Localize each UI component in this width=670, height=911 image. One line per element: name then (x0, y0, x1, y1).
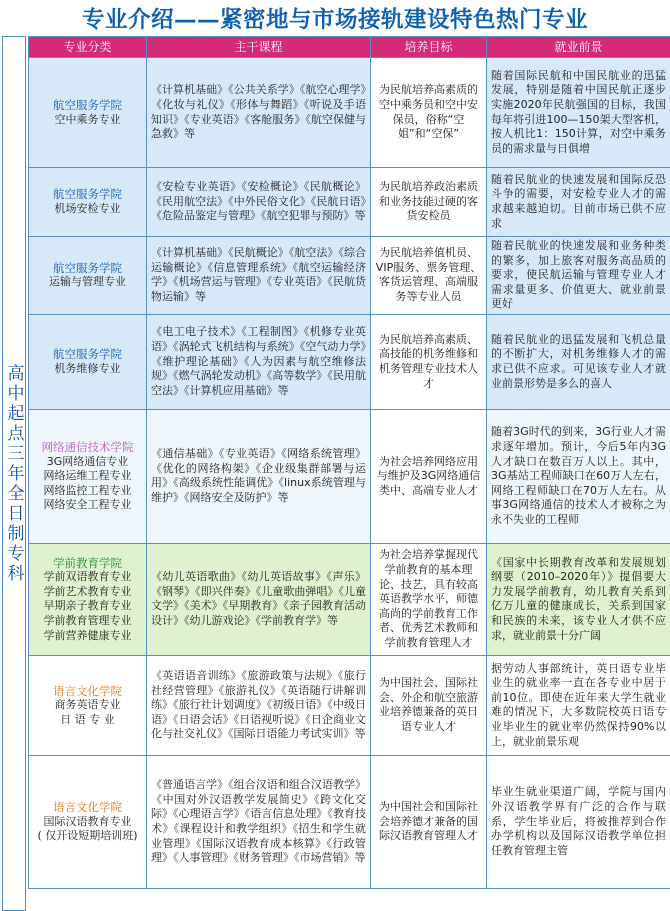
table-row (29, 543, 670, 655)
table-header-row (29, 37, 670, 58)
prospect-cell: 随着民航业的快速发展和国际反恐斗争的需要，对安检专业人才的需求越来越迫切。目前市场已供不应求 (487, 168, 670, 237)
major-name: 学前艺术教育专业 (43, 584, 132, 598)
major-name: 学前双语教育专业 (43, 570, 132, 584)
school-name: 语言文化学院 (53, 683, 122, 698)
courses-cell: 《普通语言学》《组合汉语和组合汉语教学》《中国对外汉语教学发展简史》《跨文化交际》《心理语言学》《语言信息处理》《教育技术》《课程设计和教学组织》《招生和学生就业管理》《国际汉语教育成本核算》《行政管理》《人事管理》《财务管理》《市场营销》等 (147, 755, 371, 888)
category-cell (29, 755, 147, 888)
header-courses: 主干课程 (147, 37, 371, 58)
major-name: 网络监控工程专业 (43, 483, 132, 497)
table-row (29, 655, 670, 755)
category-cell (29, 168, 147, 237)
category-cell (29, 237, 147, 315)
courses-cell: 《幼儿英语歌曲》《幼儿英语故事》《声乐》《钢琴》《即兴伴奏》《儿童歌曲弹唱》《儿童文学》《美术》《早期教育》《亲子园教育活动设计》《幼儿游戏论》《学前教育学》等 (147, 543, 371, 655)
table-row (29, 168, 670, 237)
courses-cell: 《通信基础》《专业英语》《网络系统管理》《优化的网络构架》《企业级集群部署与运用》《高级系统性能调优》《linux系统管理与维护》《网络安全及防护》等 (147, 409, 371, 543)
category-cell (29, 655, 147, 755)
table-row (29, 409, 670, 543)
prospect-cell: 《国家中长期教育改革和发展规划纲要（2010–2020年）》提倡要大力发展学前教育，幼儿教育关系到亿万儿童的健康成长，关系到国家和民族的未来，该专业人才供不应求，就业前景十分广阔 (487, 543, 670, 655)
courses-cell: 《电工电子技术》《工程制图》《机修专业英语》《涡轮式飞机结构与系统》《空气动力学》《维护理论基础》《人为因素与航空维修法规》《燃气涡轮发动机》《高等数学》《民用航空法》《计算机应用基础》等 (147, 314, 371, 409)
school-name: 航空服务学院 (53, 187, 122, 202)
major-name: 机场安检专业 (54, 202, 121, 215)
major-name: 运输与管理专业 (49, 275, 126, 289)
major-name: 学前教育管理专业 (43, 614, 132, 628)
prospect-cell: 随着民航业的迅猛发展和飞机总量的不断扩大，对机务维修人才的需求已供不应求。可见该专业人才就业前景形势是多么的喜人 (487, 314, 670, 409)
major-name: 国际汉语教育专业 (43, 814, 132, 828)
courses-cell: 《英语语音训练》《旅游政策与法规》《旅行社经营管理》《旅游礼仪》《英语随行讲解训练》《旅行社计划调度》《初级日语》《中级日语》《日语会话》《日语视听说》《日企商业文化与社交礼仪》《国际日语能力考试实训》等 (147, 655, 371, 755)
program-table (28, 36, 670, 889)
school-name: 航空服务学院 (53, 97, 122, 112)
goal-cell: 为中国社会、国际社会、外企和航空旅游业培养德兼备的英日语专业人才 (371, 655, 487, 755)
category-cell (29, 409, 147, 543)
courses-cell: 《安检专业英语》《安检概论》《民航概论》《民用航空法》《中外民俗文化》《民航日语》《危险品鉴定与管理》《航空犯罪与预防》等 (147, 168, 371, 237)
school-name: 语言文化学院 (53, 800, 122, 815)
school-name: 学前教育学院 (53, 555, 122, 570)
side-label: 高中起点三年全日制专科 (3, 363, 24, 584)
school-name: 网络通信技术学院 (41, 439, 134, 454)
courses-cell: 《计算机基础》《民航概论》《航空法》《综合运输概论》《信息管理系统》《航空运输经济学》《机场营运与管理》《专业英语》《民航货物运输》等 (147, 237, 371, 315)
table-row (29, 237, 670, 315)
header-category: 专业分类 (29, 37, 147, 58)
major-name: ( 仅开设短期培训班) (37, 829, 138, 843)
major-name: 商务英语专业 (54, 698, 121, 712)
major-name: 日 语 专 业 (60, 712, 115, 726)
goal-cell: 为中国社会和国际社会培养德才兼备的国际汉语教育管理人才 (371, 755, 487, 888)
header-goal: 培养目标 (371, 37, 487, 58)
category-cell (29, 314, 147, 409)
major-name: 网络运维工程专业 (43, 469, 132, 483)
table-row (29, 58, 670, 168)
goal-cell: 为民航培养高素质的空中乘务员和空中安保员，俗称“空姐”和“空保” (371, 58, 487, 168)
major-name: 网络安全工程专业 (43, 498, 132, 512)
prospect-cell: 随着国际民航和中国民航业的迅猛发展，特别是随着中国民航正逐步实施2020年民航强国的目标，我国每年将引进100—150架大型客机，按人机比1：150计算，对空中乘务员的需求量与日俱增 (487, 58, 670, 168)
prospect-cell: 随着民航业的快速发展和业务种类的繁多，加上旅客对服务高品质的要求，使民航运输与管理专业人才需求量更多、价值更大、就业前景更好 (487, 237, 670, 315)
prospect-cell: 毕业生就业渠道广阔，学院与国内外汉语教学界有广泛的合作与联系，学生毕业后，将被推荐到合作办学机构以及国际汉语教学单位担任教育管理主管 (487, 755, 670, 888)
prospect-cell: 随着3G时代的到来，3G行业人才需求逐年增加。预计，今后5年内3G人才缺口在数百万人以上。其中，3G基站工程师缺口在60万人左右，网络工程师缺口在70万人左右。从事3G网络通信的技术人才被称之为永不失业的工程师 (487, 409, 670, 543)
goal-cell: 为民航培养政治素质和业务技能过硬的客货安检员 (371, 168, 487, 237)
courses-cell: 《计算机基础》《公共关系学》《航空心理学》《化妆与礼仪》《形体与舞蹈》《听说及手语知识》《专业英语》《客舱服务》《航空保健与急救》等 (147, 58, 371, 168)
major-name: 机务维修专业 (54, 361, 121, 375)
category-cell (29, 543, 147, 655)
school-name: 航空服务学院 (53, 347, 122, 362)
table-row (29, 314, 670, 409)
major-name: 3G网络通信专业 (46, 454, 129, 468)
header-prospect: 就业前景 (487, 37, 670, 58)
category-cell (29, 58, 147, 168)
page-title: 专业介绍——紧密地与市场接轨建设特色热门专业 (81, 7, 588, 33)
major-name: 学前营养健康专业 (43, 628, 132, 642)
table-row (29, 755, 670, 888)
prospect-cell: 据劳动人事部统计，英日语专业毕业生的就业率一直在各专业中居于前10位。即使在近年来大学生就业难的情况下，大多数院校英日语专业毕业生的就业率仍然保持90%以上，就业前景乐观 (487, 655, 670, 755)
school-name: 航空服务学院 (53, 260, 122, 275)
major-name: 早期亲子教育专业 (43, 599, 132, 613)
side-label-box (2, 36, 26, 911)
content-area (0, 36, 670, 911)
major-name: 空中乘务专业 (54, 112, 121, 126)
table-body (29, 58, 670, 889)
goal-cell: 为社会培养掌握现代学前教育的基本理论、技艺，具有较高英语教学水平，师德高尚的学前教育工作者、优秀艺术教师和学前教育管理人才 (371, 543, 487, 655)
goal-cell: 为民航培养高素质、高技能的机务维修和机务管理专业技术人才 (371, 314, 487, 409)
goal-cell: 为民航培养值机员、VIP服务、票务管理、客货运管理、高端服务等专业人员 (371, 237, 487, 315)
goal-cell: 为社会培养网络应用与维护及3G网络通信类中、高端专业人才 (371, 409, 487, 543)
